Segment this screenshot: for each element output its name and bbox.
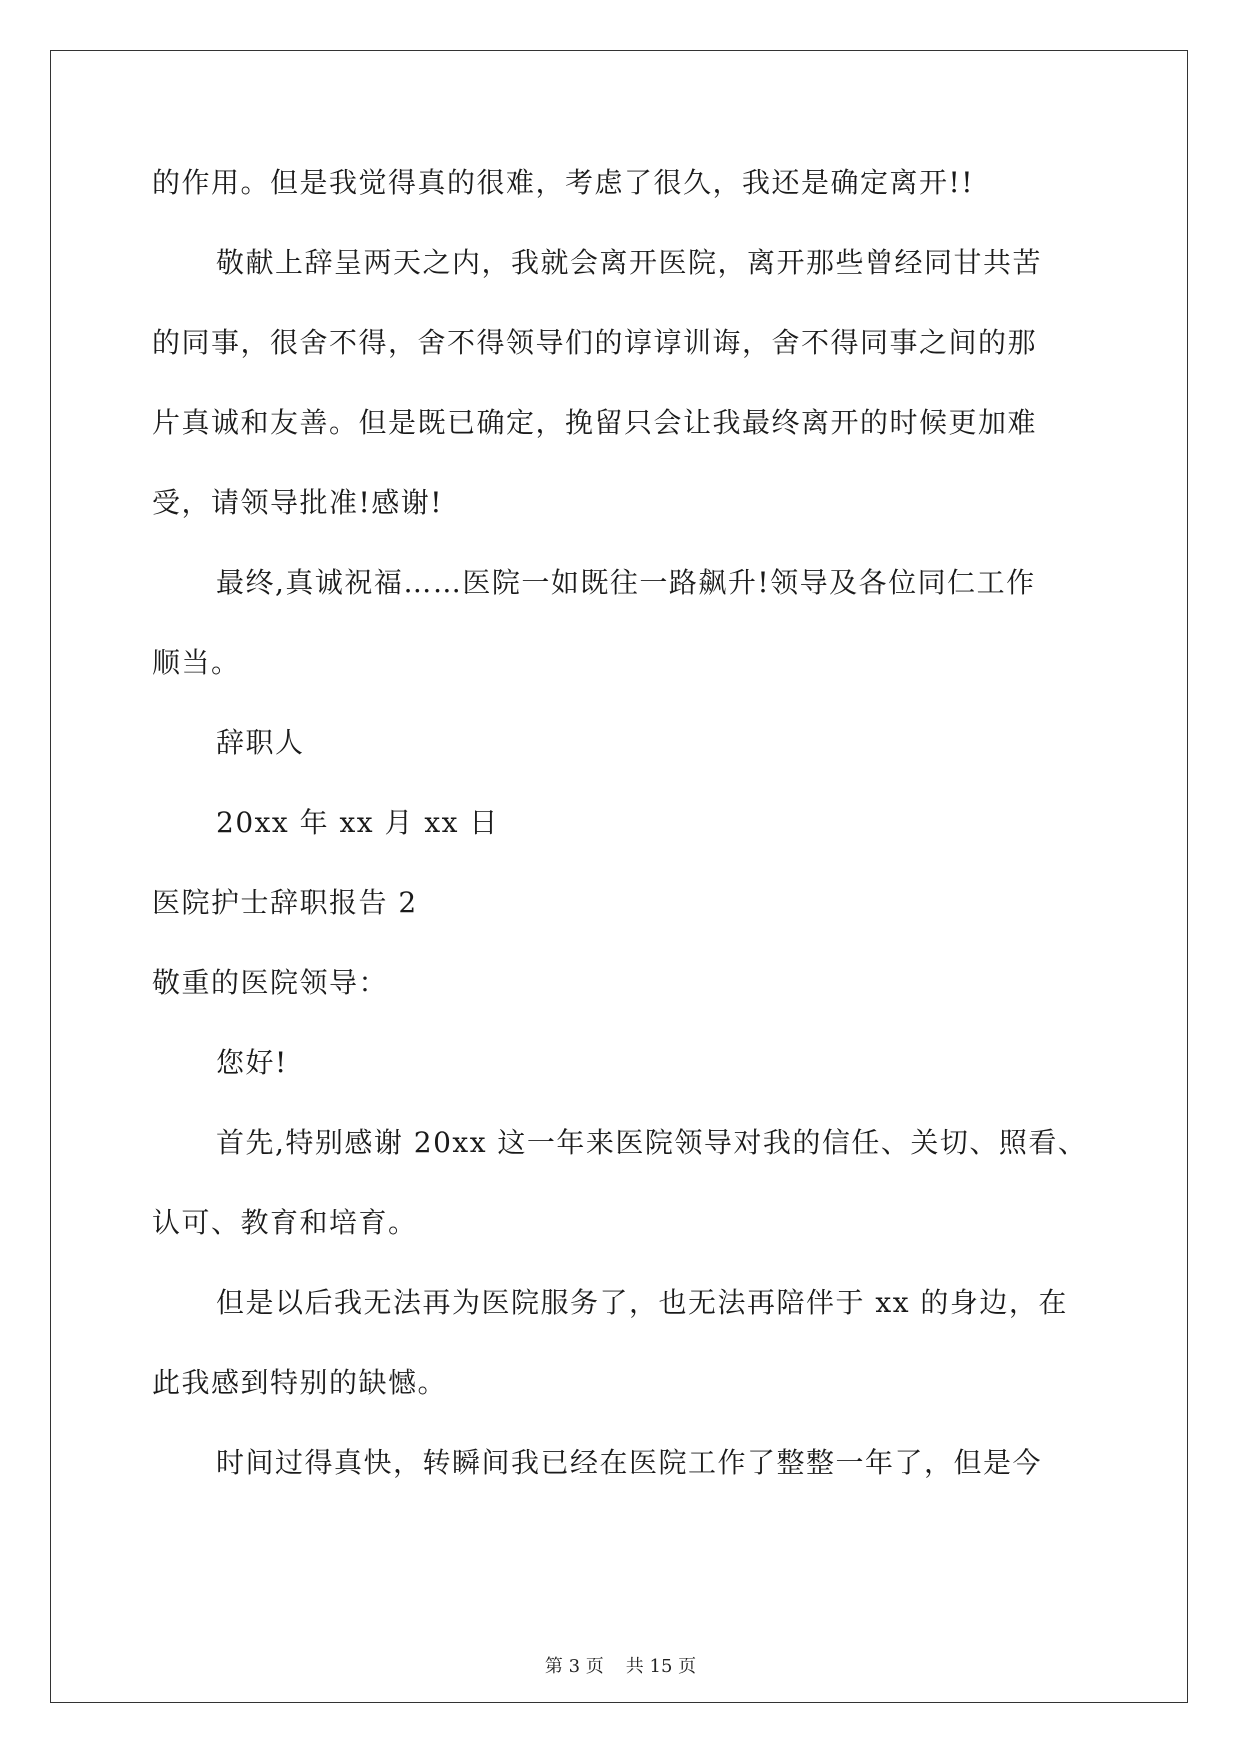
text-line: 片真诚和友善。但是既已确定，挽留只会让我最终离开的时候更加难 — [152, 406, 1038, 439]
signature-label: 辞职人 — [216, 726, 305, 759]
page-total: 共 15 页 — [625, 1656, 697, 1677]
text-line: 顺当。 — [152, 646, 241, 679]
text-line: 时间过得真快，转瞬间我已经在医院工作了整整一年了，但是今 — [216, 1446, 1043, 1479]
text-line: 此我感到特别的缺憾。 — [152, 1366, 448, 1399]
text-line: 的同事，很舍不得，舍不得领导们的谆谆训诲，舍不得同事之间的那 — [152, 326, 1038, 359]
text-line: 最终,真诚祝福……医院一如既往一路飙升!领导及各位同仁工作 — [216, 566, 1036, 599]
page-number: 第 3 页 — [544, 1656, 604, 1677]
text-line: 的作用。但是我觉得真的很难，考虑了很久，我还是确定离开!! — [152, 166, 975, 199]
date-line: 20xx 年 xx 月 xx 日 — [216, 806, 499, 839]
section-heading: 医院护士辞职报告 2 — [152, 886, 418, 919]
text-line: 但是以后我无法再为医院服务了，也无法再陪伴于 xx 的身边，在 — [216, 1286, 1068, 1319]
page-footer — [0, 1652, 1241, 1678]
text-line: 认可、教育和培育。 — [152, 1206, 418, 1239]
text-line: 首先,特别感谢 20xx 这一年来医院领导对我的信任、关切、照看、 — [216, 1126, 1088, 1159]
text-line: 受，请领导批准!感谢! — [152, 486, 444, 519]
salutation: 敬重的医院领导： — [152, 966, 389, 999]
text-line: 敬献上辞呈两天之内，我就会离开医院，离开那些曾经同甘共苦 — [216, 246, 1043, 279]
greeting: 您好! — [216, 1046, 288, 1079]
